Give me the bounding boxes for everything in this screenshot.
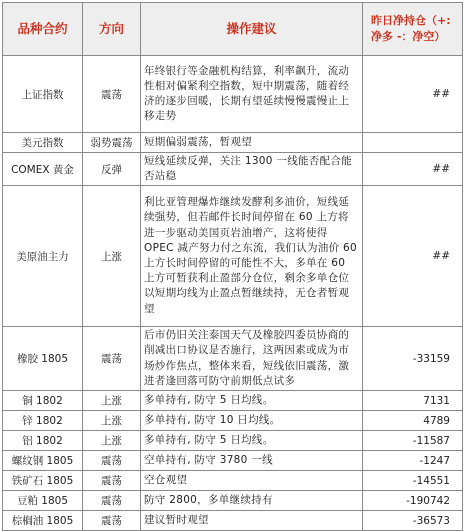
header-row [3, 3, 463, 56]
row-name: 美原油主力 [3, 186, 83, 327]
row-direction: 上涨 [83, 431, 141, 451]
table-row [3, 451, 463, 471]
row-direction: 震荡 [83, 451, 141, 471]
table-row [3, 491, 463, 511]
row-advice: 多单持有, 防守 5 日均线。 [141, 391, 363, 411]
header-advice: 操作建议 [141, 3, 363, 56]
header-position-line1: 昨日净持仓（+: [371, 14, 451, 27]
table-row [3, 153, 463, 186]
header-position-line2: 净多 -：净空） [371, 30, 446, 43]
row-name: 美元指数 [3, 133, 83, 153]
row-direction: 震荡 [83, 327, 141, 391]
row-advice: 后市仍旧关注泰国天气及橡胶四委员协商的削减出口协议是否施行，这两因素或成为市场炒作焦点，整体来看，短线依旧震荡，激进者逢回落可防守前期低点试多 [141, 327, 363, 391]
row-position: -190742 [363, 491, 463, 511]
row-name: 豆粕 1805 [3, 491, 83, 511]
row-advice: 短期偏弱震荡，暂观望 [141, 133, 363, 153]
row-direction: 反弹 [83, 153, 141, 186]
header-direction: 方向 [83, 3, 141, 56]
row-name: 铜 1802 [3, 391, 83, 411]
row-advice: 利比亚管理爆炸继续发酵利多油价，短线延续强势，但若邮件长时间停留在 60 上方将进一步驱动美国页岩油增产，这将使得 OPEC 减产努力付之东流，我们认为油价 60 上方长时间停留的可能性不大，多单在 60 上方可暂获利止盈部分仓位，剩余多单仓位以短期均线为止盈点暂继续持，无仓者暂观望 [141, 186, 363, 327]
row-direction: 震荡 [83, 511, 141, 531]
header-name: 品种合约 [3, 3, 83, 56]
row-position: ## [363, 153, 463, 186]
table-row [3, 391, 463, 411]
table-row [3, 511, 463, 531]
row-position: -33159 [363, 327, 463, 391]
row-direction: 震荡 [83, 471, 141, 491]
table-row [3, 411, 463, 431]
futures-advice-table [2, 2, 463, 531]
table-row [3, 133, 463, 153]
row-advice: 建议暂时观望 [141, 511, 363, 531]
table-row [3, 471, 463, 491]
row-position [363, 133, 463, 153]
row-advice: 多单持有, 防守 5 日均线。 [141, 431, 363, 451]
row-name: 锌 1802 [3, 411, 83, 431]
row-name: 上证指数 [3, 56, 83, 133]
row-advice: 防守 2800，多单继续持有 [141, 491, 363, 511]
row-advice: 短线延续反弹，关注 1300 一线能否配合能否站稳 [141, 153, 363, 186]
header-position [363, 3, 463, 56]
row-direction: 弱势震荡 [83, 133, 141, 153]
row-name: 螺纹钢 1805 [3, 451, 83, 471]
row-name: 棕榈油 1805 [3, 511, 83, 531]
row-name: 铁矿石 1805 [3, 471, 83, 491]
row-position: -11587 [363, 431, 463, 451]
row-position: -36573 [363, 511, 463, 531]
table-row [3, 186, 463, 327]
row-position: 4789 [363, 411, 463, 431]
row-position: ## [363, 56, 463, 133]
row-position: -1247 [363, 451, 463, 471]
row-direction: 震荡 [83, 491, 141, 511]
row-name: 橡胶 1805 [3, 327, 83, 391]
row-direction: 上涨 [83, 391, 141, 411]
table-row [3, 431, 463, 451]
row-direction: 震荡 [83, 56, 141, 133]
row-advice: 空仓观望 [141, 471, 363, 491]
row-advice: 空单持有, 防守 3780 一线 [141, 451, 363, 471]
row-advice: 年终银行等金融机构结算，利率飙升，流动性相对偏紧利空指数，短中期震荡，随着经济的逐步回暖，长期有望延续慢慢震慢止上移走势 [141, 56, 363, 133]
row-position: 7131 [363, 391, 463, 411]
row-name: COMEX 黄金 [3, 153, 83, 186]
row-advice: 多单持有, 防守 10 日均线。 [141, 411, 363, 431]
row-position: ## [363, 186, 463, 327]
table-row [3, 327, 463, 391]
row-position: -14551 [363, 471, 463, 491]
table-row [3, 56, 463, 133]
row-direction: 上涨 [83, 186, 141, 327]
row-direction: 上涨 [83, 411, 141, 431]
row-name: 铝 1802 [3, 431, 83, 451]
